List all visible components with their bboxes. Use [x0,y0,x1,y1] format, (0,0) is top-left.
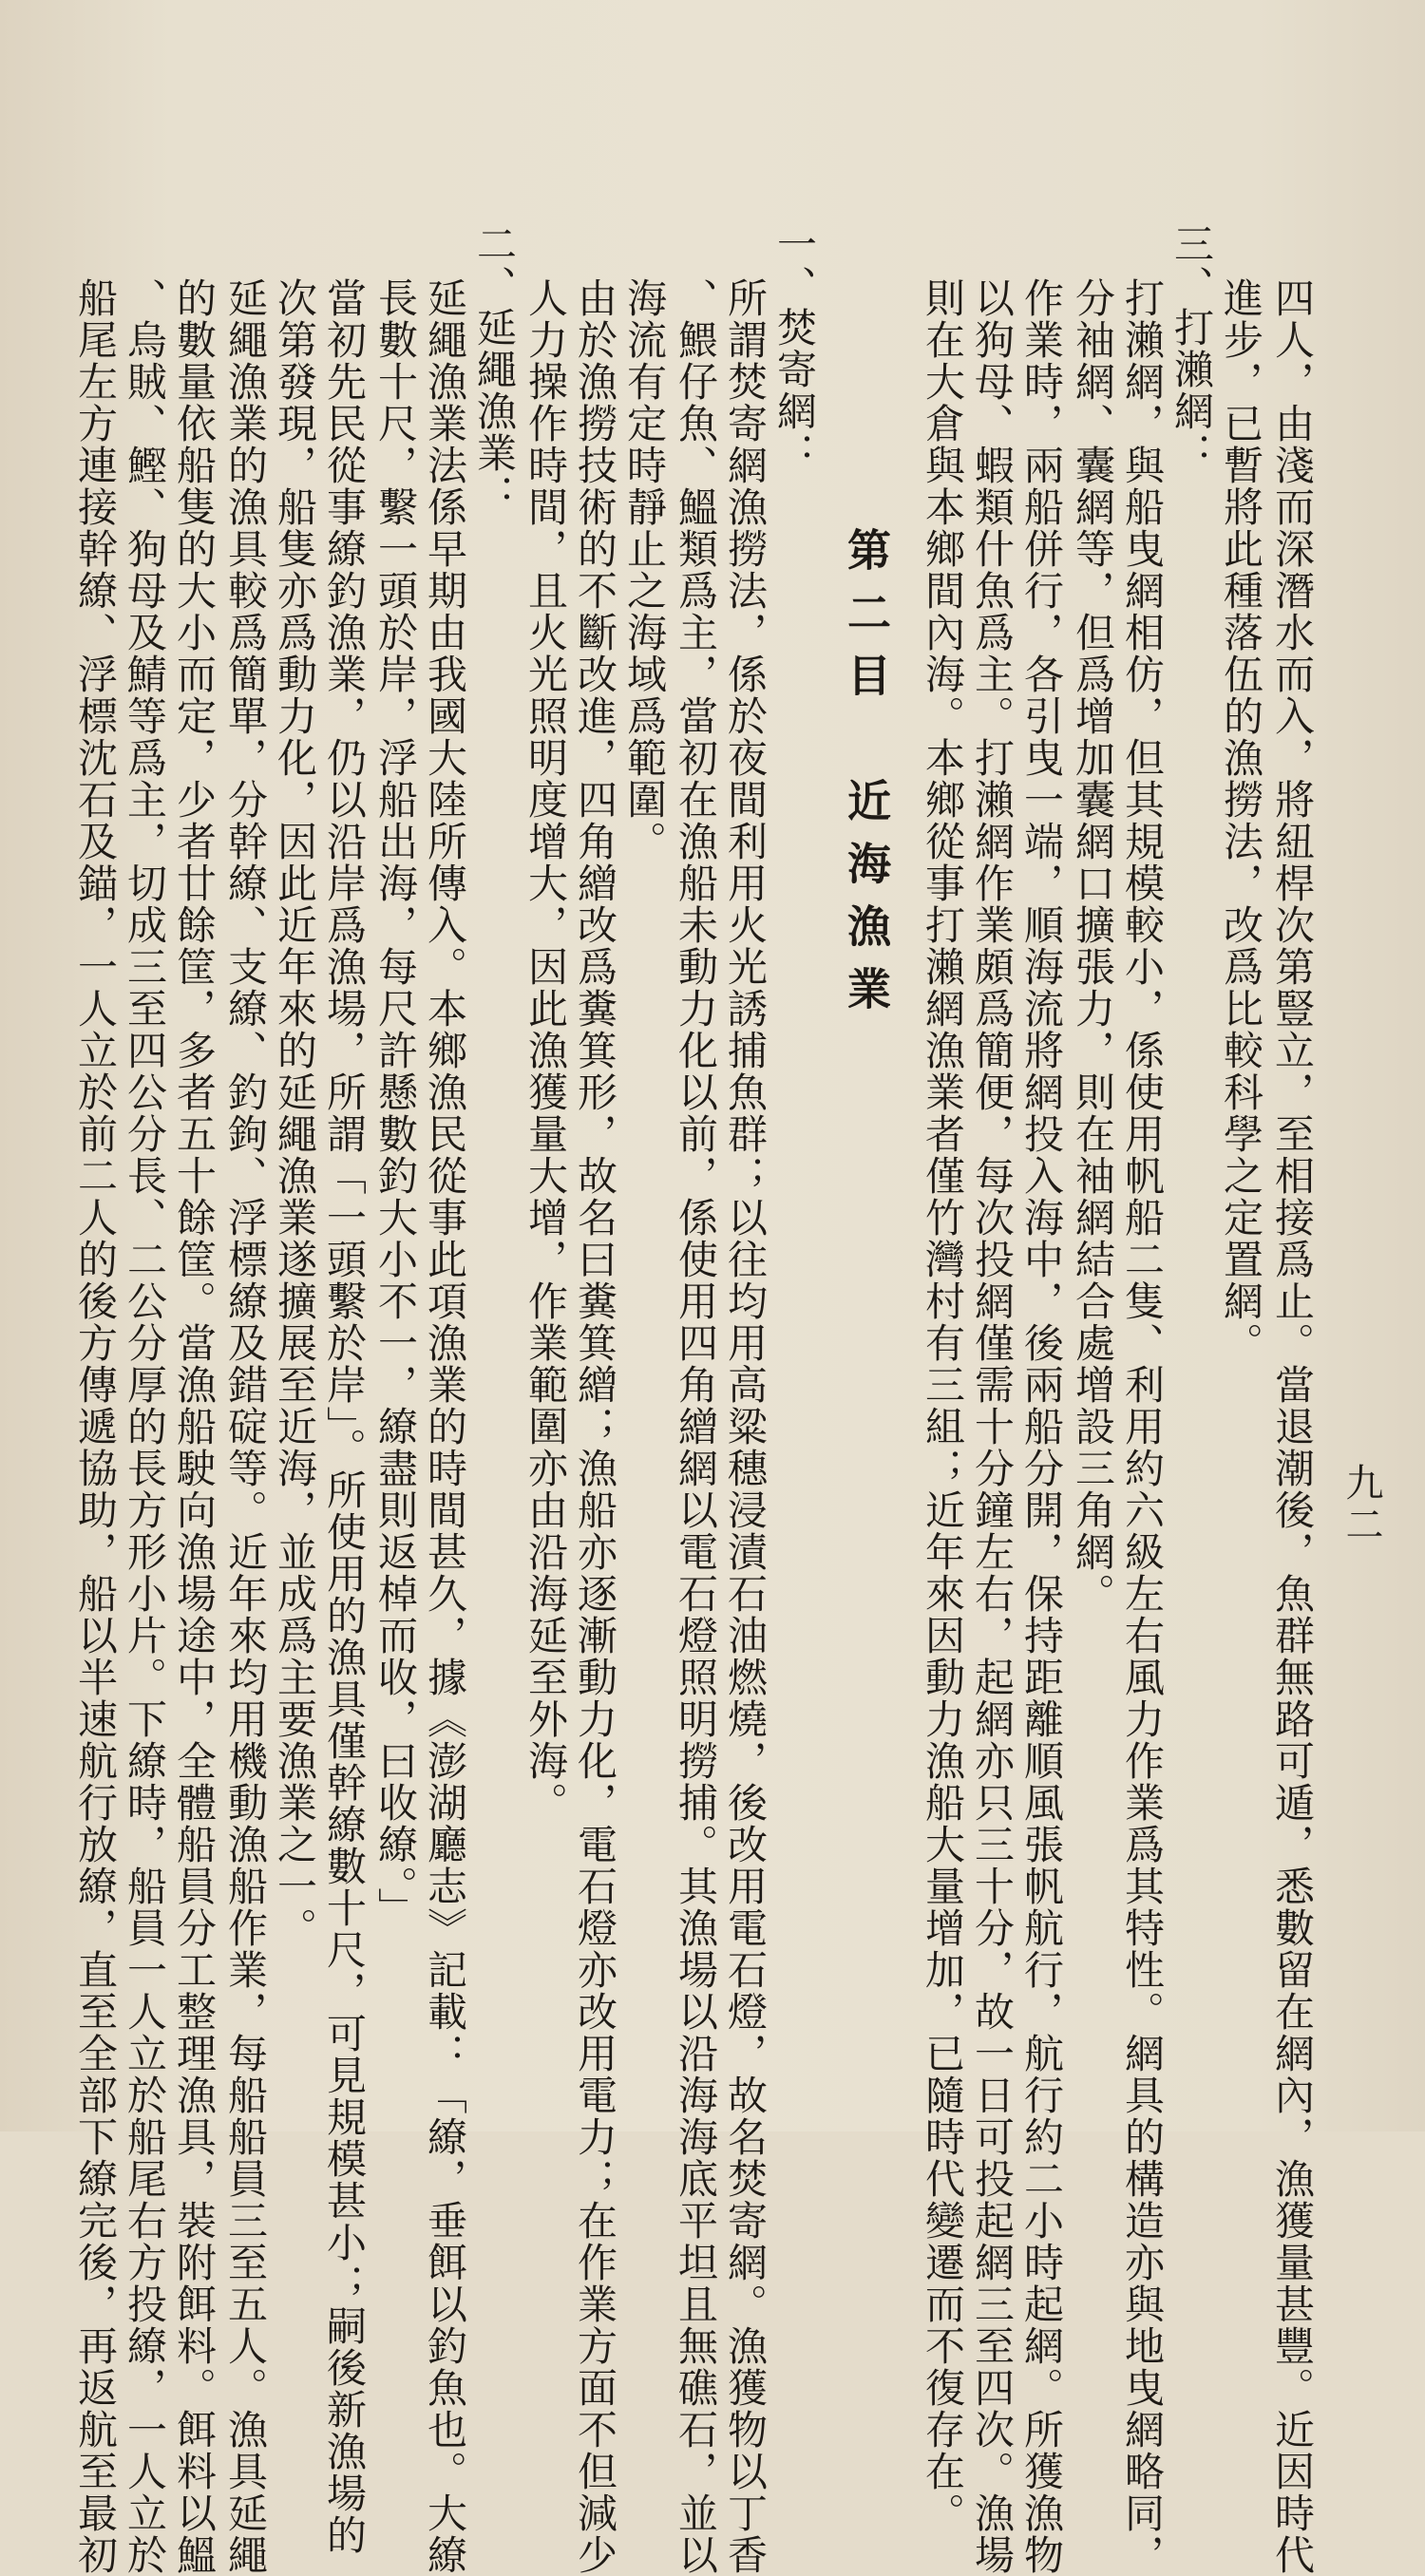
text-column: 當初先民從事繚釣漁業，仍以沿岸爲漁場，所謂「一頭繫於岸」。所使用的漁具僅幹繚數十尺，可見規模甚小；嗣後新漁場的 [321,277,368,2556]
text-column: 、鰃仔魚、鰮類爲主，當初在漁船未動力化以前，係使用四角繒網以電石燈照明撈捕。其漁場以沿海海底平坦且無礁石，並以 [673,277,719,2576]
text-column: 一、焚寄網： [771,223,818,474]
text-column: 以狗母、蝦類什魚爲主。打瀨網作業頗爲簡便，每次投網僅需十分鐘左右，起網亦只三十分，故一日可投起網三至四次。漁場 [969,277,1016,2576]
text-column: 次第發現，船隻亦爲動力化，因此近年來的延繩漁業遂擴展至近海，並成爲主要漁業之一。 [272,277,318,1949]
text-column: 所謂焚寄網漁撈法，係於夜間利用火光誘捕魚群；以往均用高粱穗浸漬石油燃燒，後改用電石燈，故名焚寄網。漁獲物以丁香 [722,277,769,2576]
text-column: 二、延繩漁業： [471,223,518,516]
text-column: 分袖網、囊網等，但爲增加囊網口擴張力，則在袖網結合處增設三角網。 [1070,277,1116,1615]
text-column: 由於漁撈技術的不斷改進，四角繒改爲糞箕形，故名曰糞箕繒；漁船亦逐漸動力化，電石燈亦改用電力；在作業方面不但減少 [572,277,618,2576]
text-column: 三、打瀨網： [1168,223,1215,474]
text-column: 船尾左方連接幹繚、浮標沈石及錨，一人立於前二人的後方傳遞協助，船以半速航行放繚，直至全部下繚完後，再返航至最初 [72,277,119,2576]
text-column: 海流有定時靜止之海域爲範圍。 [621,277,668,862]
text-column: 長數十尺，繫一頭於岸，浮船出海，每尺許懸數釣大小不一，繚盡則返棹而收，曰收繚。」 [372,277,419,1929]
text-column: 作業時，兩船併行，各引曳一端，順海流將網投入海中，後兩船分開，保持距離順風張帆航行，航行約二小時起網。所獲漁物 [1018,277,1065,2576]
text-column: 四人，由淺而深潛水而入，將紐桿次第豎立，至相接爲止。當退潮後，魚群無路可遁，悉數留在網內，漁獲量甚豐。近因時代 [1269,277,1316,2576]
text-column: 人力操作時間，且火光照明度增大，因此漁獲量大增，作業範圍亦由沿海延至外海。 [522,277,569,1824]
text-column: 延繩漁業的漁具較爲簡單，分幹繚、支繚、釣鉤、浮標繚及錯碇等。近年來均用機動漁船作業，每船船員三至五人。漁具延繩 [222,277,269,2576]
text-column: 、烏賊、鰹、狗母及鯖等爲主，切成三至四公分長、二公分厚的長方形小片。下繚時，船員一人立於船尾右方投繚，一人立於 [122,277,168,2576]
text-column: 的數量依船隻的大小而定，少者廿餘筐，多者五十餘筐。當漁船駛向漁場途中，全體船員分工整理漁具，裝附餌料。餌料以鰮 [171,277,218,2576]
section-heading: 第二目 近海漁業 [841,527,892,1029]
page-number: 九二 [1340,1463,1383,1546]
text-column: 進步，已暫將此種落伍的漁撈法，改爲比較科學之定置網。 [1218,277,1264,1364]
text-column: 打瀨網，與船曳網相仿，但其規模較小，係使用帆船二隻、利用約六級左右風力作業爲其特性。網具的構造亦與地曳網略同， [1119,277,1166,2576]
text-column: 則在大倉與本鄉間內海。本鄉從事打瀨網漁業者僅竹灣村有三組；近年來因動力漁船大量增加，已隨時代變遷而不復存在。 [920,277,966,2534]
text-column: 延繩漁業法係早期由我國大陸所傳入。本鄉漁民從事此項漁業的時間甚久，據《澎湖廳志》記載：「繚，垂餌以釣魚也。大繚 [422,277,468,2576]
